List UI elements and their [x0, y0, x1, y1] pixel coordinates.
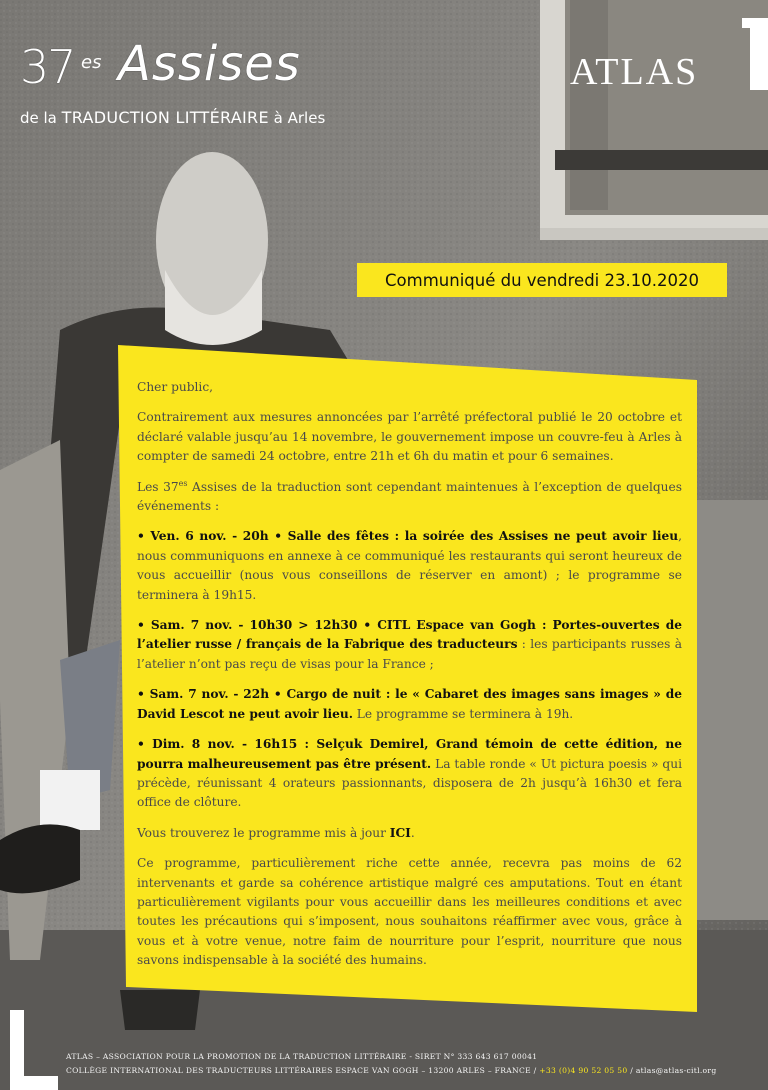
subtitle-post: à Arles — [273, 109, 326, 127]
footer-email[interactable]: / atlas@atlas-citl.org — [627, 1066, 717, 1075]
program-pre: Vous trouverez le programme mis à jour — [137, 825, 390, 840]
subtitle-pre: de la — [20, 109, 57, 127]
atlas-corner-mark-icon — [10, 1010, 58, 1090]
footer-address: COLLÈGE INTERNATIONAL DES TRADUCTEURS LITTÉRAIRES ESPACE VAN GOGH – 13200 ARLES – FRANCE / — [66, 1066, 540, 1075]
program-link[interactable]: ICI — [389, 825, 411, 840]
footer-line-2 — [66, 1064, 746, 1078]
program-post: . — [410, 825, 415, 840]
list-item — [137, 685, 682, 724]
item-heading: • Dim. 8 nov. - 16h15 : Selçuk Demirel, Grand témoin de cette édition, ne pourra malheureusement pas être présent. — [137, 737, 682, 771]
list-item — [137, 616, 682, 674]
atlas-logo: ATLAS — [570, 51, 699, 93]
communique-date: Communiqué du vendredi 23.10.2020 — [385, 270, 699, 290]
maintained-post: Assises de la traduction sont cependant maintenues à l’exception de quelques événements : — [137, 479, 682, 514]
item-text: : les participants russes à l’atelier n’ont pas reçu de visas pour la France ; — [137, 637, 682, 671]
item-text: Le programme se terminera à 19h. — [352, 706, 574, 721]
item-heading: • Sam. 7 nov. - 22h • Cargo de nuit : le « Cabaret des images sans images » de David Lescot ne peut avoir lieu. — [137, 687, 682, 721]
intro-paragraph: Contrairement aux mesures annoncées par l’arrêté préfectoral publié le 20 octobre et déclaré valable jusqu’au 14 novembre, le gouvernement impose un couvre-feu à Arles à compter de samedi 24 octobre, entre 21h et 6h du matin et pour 6 semaines. — [137, 410, 682, 464]
letter-body — [137, 378, 682, 982]
program-paragraph — [137, 824, 682, 843]
maintained-paragraph — [137, 478, 682, 517]
item-text: , nous communiquons en annexe à ce communiqué les restaurants qui seront heureux de vous accueillir (nous vous conseillons de réserver en amont) ; le programme se terminera à 19h15. — [137, 529, 682, 602]
greeting: Cher public, — [137, 380, 214, 394]
maintained-sup: es — [178, 478, 188, 488]
edition-number: 37 — [20, 40, 75, 94]
item-heading: • Ven. 6 nov. - 20h • Salle des fêtes : la soirée des Assises ne peut avoir lieu — [137, 529, 679, 544]
closing-paragraph: Ce programme, particulièrement riche cette année, recevra pas moins de 62 intervenants et garde sa cohérence artistique malgré ces amputations. Tout en étant particulièrement vigilants pour vous accueillir dans les meilleures conditions et avec toutes les précautions qui s’imposent, nous souhaitons réaffirmer avec vous, grâce à vous et à votre venue, notre faim de nourriture pour l’esprit, nourriture que nous savons indispensable à la société des humains. — [137, 856, 682, 968]
footer-phone[interactable]: +33 (0)4 90 52 05 50 — [539, 1066, 628, 1075]
item-heading: • Sam. 7 nov. - 10h30 > 12h30 • CITL Espace van Gogh : Portes-ouvertes de l’atelier russe / français de la Fabrique des traducteurs — [137, 618, 682, 652]
list-item — [137, 735, 682, 813]
list-item — [137, 527, 682, 605]
edition-ordinal: es — [81, 52, 102, 73]
subtitle-main: TRADUCTION LITTÉRAIRE — [61, 108, 269, 127]
footer-line-1: ATLAS – ASSOCIATION POUR LA PROMOTION DE LA TRADUCTION LITTÉRAIRE - SIRET N° 333 643 617 00041 — [66, 1052, 538, 1061]
event-title: Assises — [118, 36, 301, 92]
footer — [66, 1050, 746, 1078]
item-text: La table ronde « Ut pictura poesis » qui précède, réunissant 4 orateurs passionnants, disposera de 2h jusqu’à 16h30 et fera office de clôture. — [137, 756, 682, 810]
maintained-pre: Les 37 — [137, 479, 179, 494]
